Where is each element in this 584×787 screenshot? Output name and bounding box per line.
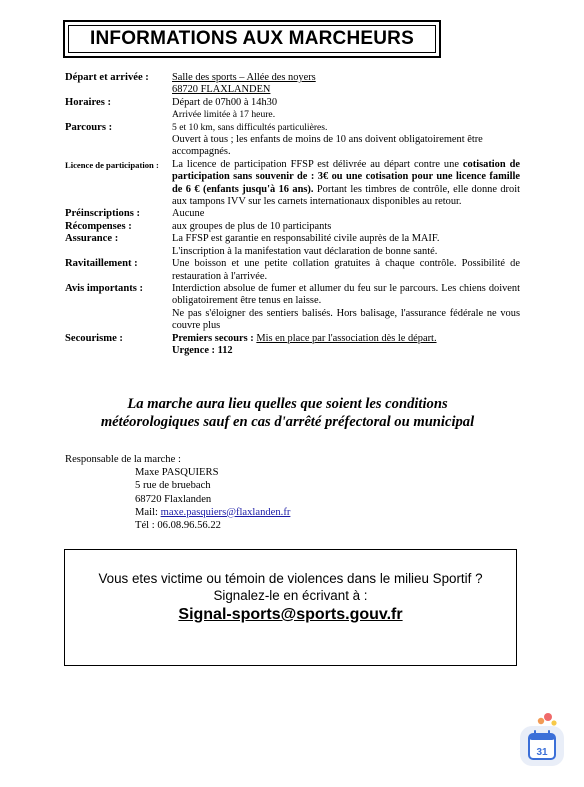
info-table [65,72,520,357]
secourisme-urgence: Urgence : 112 [172,344,233,356]
secourisme-premiers: Premiers secours : [172,332,254,344]
label-licence: Licence de participation : [65,159,159,170]
weather-notice [65,395,510,431]
avis-line1: Interdiction absolue de fumer et allumer du feu sur le parcours. Les chiens doivent obligatoirement être tenus en laisse. [172,282,520,307]
preinscriptions-value: Aucune [172,208,205,220]
recompenses-value: aux groupes de plus de 10 participants [172,220,332,232]
row-preinscriptions [65,208,520,220]
horaires-line1: Départ de 07h00 à 14h30 [172,96,278,108]
violence-question: Vous etes victime ou témoin de violences dans le milieu Sportif ? [98,571,483,586]
row-depart [65,72,520,97]
avis-line2: Ne pas s'éloigner des sentiers balisés. Hors balisage, l'assurance fédérale ne vous couvre plus [172,307,520,332]
row-parcours [65,122,520,159]
violence-report-box [64,549,517,666]
label-horaires: Horaires : [65,96,111,108]
parcours-line2: Ouvert à tous ; les enfants de moins de 10 ans doivent obligatoirement être accompagnés. [172,134,483,158]
responsable-city: 68720 Flaxlanden [135,493,212,505]
assurance-line2: L'inscription à la manifestation vaut déclaration de bonne santé. [172,245,438,257]
label-secourisme: Secourisme : [65,332,123,344]
violence-email-link[interactable]: Signal-sports@sports.gouv.fr [178,606,403,623]
responsable-block [65,453,290,532]
depart-line1: Salle des sports – Allée des noyers [172,72,316,83]
label-assurance: Assurance : [65,233,119,245]
responsable-mail-label: Mail: [135,506,161,518]
label-preinscriptions: Préinscriptions : [65,208,141,220]
calendar-icon [517,710,567,768]
row-avis [65,283,520,333]
ravitaillement-value: Une boisson et une petite collation gratuites à chaque contrôle. Possibilité de restauration à l'arrivée. [172,258,520,282]
notice-line2: météorologiques sauf en cas d'arrêté préfectoral ou municipal [100,414,475,430]
responsable-name: Maxe PASQUIERS [135,467,219,479]
row-assurance [65,233,520,258]
calendar-day: 31 [536,747,548,758]
label-depart: Départ et arrivée : [65,72,149,83]
violence-instruction: Signalez-le en écrivant à : [213,588,368,603]
label-ravitaillement: Ravitaillement : [65,258,138,270]
responsable-street: 5 rue de bruebach [135,480,211,492]
licence-cotisation: cotisation de participation sans souvenir de : 3€ ou une cotisation pour une licence famille de 6 € (enfants jusqu'à 16 ans). [172,158,521,195]
responsable-heading: Responsable de la marche : [65,454,181,465]
title-box [63,20,441,58]
label-parcours: Parcours : [65,121,113,133]
label-recompenses: Récompenses : [65,220,132,232]
licence-text-c: Portant les timbres de contrôle, elle donne droit aux tampons IVV sur les carnets internationaux disponibles au retour. [172,183,520,208]
label-avis: Avis importants : [65,282,144,294]
responsable-mail-link[interactable]: maxe.pasquiers@flaxlanden.fr [160,506,291,518]
depart-line2: 68720 FLAXLANDEN [172,84,271,96]
calendar-widget-button[interactable] [517,710,567,768]
row-recompenses [65,221,520,233]
horaires-line2: Arrivée limitée à 17 heure. [172,109,276,121]
responsable-tel: Tél : 06.08.96.56.22 [135,520,221,532]
row-ravitaillement [65,258,520,283]
notice-line1: La marche aura lieu quelles que soient les conditions [127,396,448,412]
assurance-line1: La FFSP est garantie en responsabilité civile auprès de la MAIF. [172,233,440,245]
row-licence [65,159,520,209]
row-horaires [65,97,520,122]
secourisme-mis-en-place: Mis en place par l'association dès le départ. [256,332,437,344]
parcours-line1: 5 et 10 km, sans difficultés particulières. [172,121,328,133]
row-secourisme [65,333,520,358]
licence-text-a: La licence de participation FFSP est délivrée au départ contre une [172,158,463,170]
page-title: INFORMATIONS AUX MARCHEURS [68,25,436,53]
